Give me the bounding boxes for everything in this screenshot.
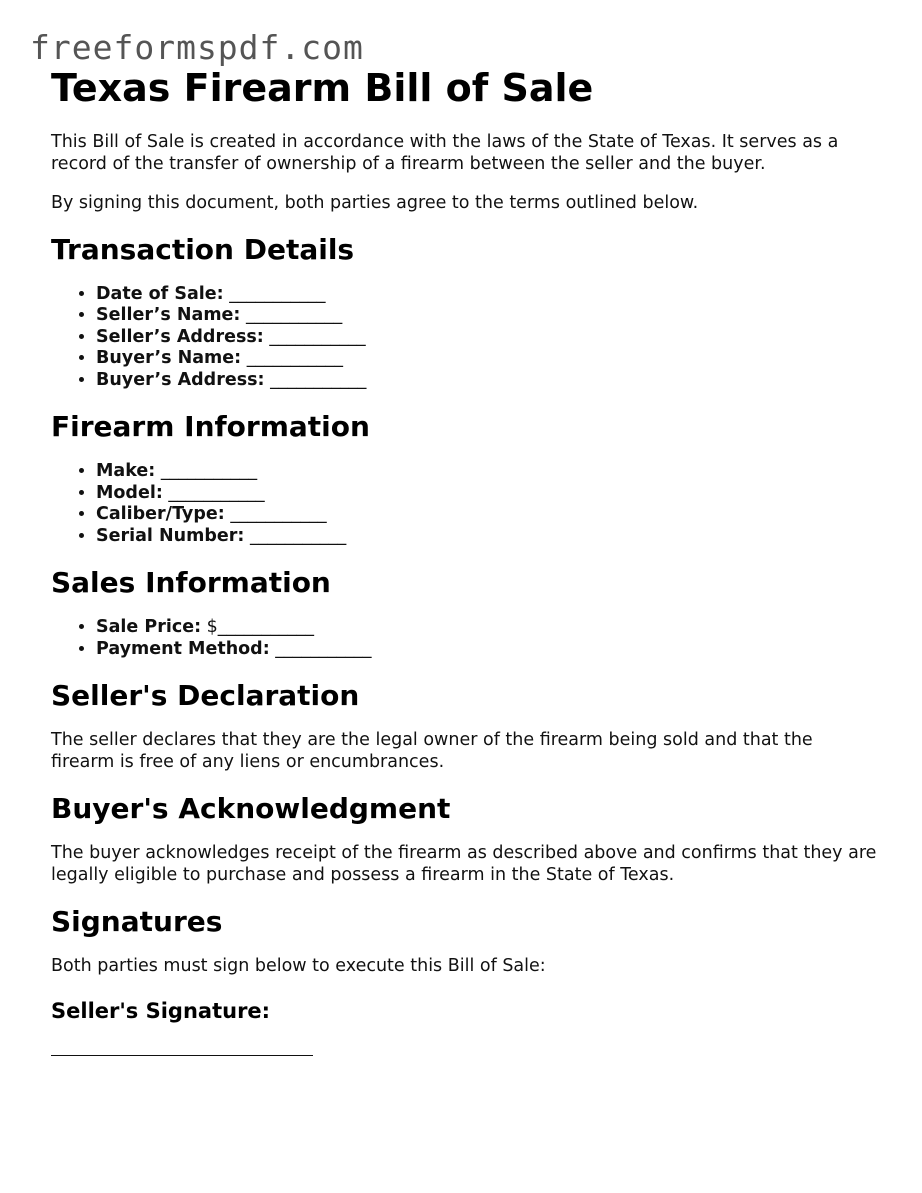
sales-list (51, 617, 881, 660)
firearm-list (51, 461, 881, 547)
list-item (96, 461, 881, 483)
blank-field: ___________ (275, 638, 372, 659)
signatures-heading: Signatures (51, 905, 223, 938)
blank-field: ___________ (246, 348, 343, 368)
field-label: Date of Sale: (96, 283, 224, 304)
list-item (96, 370, 881, 392)
page-title: Texas Firearm Bill of Sale (51, 66, 594, 110)
seller-signature-line[interactable] (51, 1055, 313, 1056)
seller-declaration-text: The seller declares that they are the legal owner of the firearm being sold and that the firearm is free of any liens or encumbrances. (51, 730, 813, 772)
signatures-text: Both parties must sign below to execute this Bill of Sale: (51, 956, 546, 976)
intro-paragraph: This Bill of Sale is created in accordance with the laws of the State of Texas. It serves as a record of the transfer of ownership of a firearm between the seller and the buyer. (51, 132, 839, 174)
blank-field: ___________ (270, 369, 367, 390)
list-item (96, 483, 881, 505)
field-label: Serial Number: (96, 525, 245, 546)
blank-field: $___________ (206, 617, 315, 637)
seller-declaration-heading: Seller's Declaration (51, 679, 360, 712)
field-label: Seller’s Address: (96, 326, 264, 347)
list-item (96, 504, 881, 526)
blank-field: ___________ (269, 326, 366, 347)
seller-signature-label: Seller's Signature: (51, 998, 271, 1023)
sales-heading: Sales Information (51, 566, 331, 599)
blank-field: ___________ (230, 504, 327, 524)
field-label: Make: (96, 461, 156, 481)
transaction-list (51, 284, 881, 392)
field-label: Buyer’s Address: (96, 369, 265, 390)
list-item (96, 617, 881, 639)
list-item (96, 327, 881, 349)
blank-field: ___________ (249, 525, 347, 546)
field-label: Model: (96, 482, 163, 503)
buyer-ack-heading: Buyer's Acknowledgment (51, 792, 451, 825)
list-item (96, 284, 881, 306)
blank-field: ___________ (160, 461, 258, 481)
list-item (96, 526, 881, 548)
blank-field: ___________ (229, 283, 326, 304)
firearm-heading: Firearm Information (51, 410, 370, 443)
blank-field: ___________ (168, 482, 265, 503)
list-item (96, 639, 881, 661)
field-label: Seller’s Name: (96, 305, 241, 325)
field-label: Buyer’s Name: (96, 348, 242, 368)
watermark: freeformspdf.com (30, 28, 364, 67)
blank-field: ___________ (246, 305, 343, 325)
transaction-heading: Transaction Details (51, 232, 355, 266)
field-label: Sale Price: (96, 617, 202, 637)
agreement-paragraph: By signing this document, both parties agree to the terms outlined below. (51, 193, 699, 213)
field-label: Caliber/Type: (96, 504, 225, 524)
list-item (96, 348, 881, 370)
list-item (96, 305, 881, 327)
document (51, 64, 881, 1056)
buyer-ack-text: The buyer acknowledges receipt of the firearm as described above and confirms that they are legally eligible to purchase and possess a firearm in the State of Texas. (51, 843, 877, 885)
field-label: Payment Method: (96, 638, 270, 659)
